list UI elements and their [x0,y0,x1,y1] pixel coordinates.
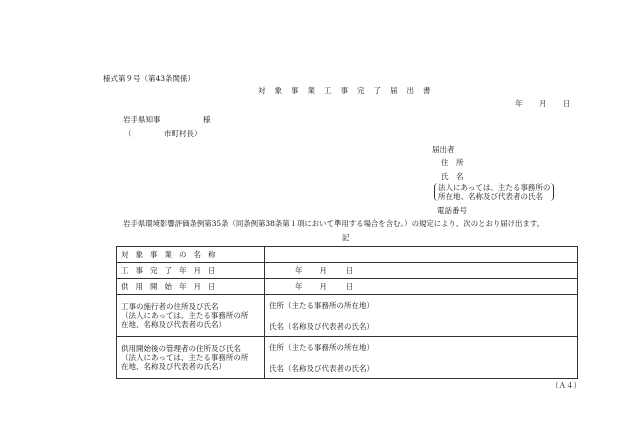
table-row [117,247,578,263]
service-start-day: 日 [345,281,354,291]
table-row [117,263,578,279]
completion-date-label: 工事完了年月日 [117,263,265,279]
notifier-phone-label: 電話番号 [437,206,467,215]
service-start-date-value[interactable] [265,279,578,295]
completion-date-value[interactable] [265,263,578,279]
completion-date-year: 年 [295,265,303,275]
contractor-name-entry: 氏名（名称及び代表者の氏名） [269,321,374,331]
notifier-address-label: 住 所 [441,158,464,167]
addressee-mayor: 市町村長） [164,129,202,138]
notifier-name-label: 氏 名 [441,172,464,181]
document-title: 対象事業工事完了届出書 [258,86,440,95]
service-start-month: 月 [319,281,327,291]
statement: 岩手県環境影響評価条例第35条（同条例第38条第１項において準用する場合を含む。）の規定により、次のとおり届け出ます。 [123,219,545,228]
service-start-year: 年 [295,281,303,291]
paper-size: （Ａ４） [551,381,581,390]
manager-label-line3: 在地、名称及び代表者の氏名） [121,362,226,371]
corp-note-line1: 法人にあっては、主たる事務所の [438,183,551,192]
manager-label [117,337,265,379]
date-day: 日 [563,99,571,108]
notification-table [116,246,578,379]
service-start-date-label: 供用開始年月日 [117,279,265,295]
form-number: 様式第９号（第43条関係） [103,74,196,83]
notifier-corp-note [434,183,554,201]
table-row [117,337,578,379]
contractor-label-line1: 工事の施行者の住所及び氏名 [121,302,219,311]
completion-date-day: 日 [345,265,354,275]
project-name-value[interactable] [265,247,578,263]
notifier-heading: 届出者 [432,145,455,154]
project-name-label: 対象事業の名称 [117,247,265,263]
date-year: 年 [515,99,523,108]
manager-label-line2: （法人にあっては、主たる事務所の所 [121,353,249,362]
table-row [117,295,578,337]
manager-name-entry: 氏名（名称及び代表者の氏名） [269,363,374,373]
addressee-honorific: 様 [203,115,211,124]
manager-value[interactable] [265,337,578,379]
addressee-governor: 岩手県知事 [123,115,161,124]
contractor-label-line3: 在地、名称及び代表者の氏名） [121,320,226,329]
date-month: 月 [539,99,547,108]
corp-note-line2: 所在地、名称及び代表者の氏名 [438,192,543,201]
contractor-value[interactable] [265,295,578,337]
ki-mark: 記 [342,233,350,242]
contractor-address-entry: 住所（主たる事務所の所在地） [269,300,374,310]
manager-label-line1: 供用開始後の管理者の住所及び氏名 [121,344,241,353]
completion-date-month: 月 [319,265,327,275]
contractor-label [117,295,265,337]
table-row [117,279,578,295]
contractor-label-line2: （法人にあっては、主たる事務所の所 [121,311,249,320]
addressee-paren-open: （ [124,129,132,138]
manager-address-entry: 住所（主たる事務所の所在地） [269,342,374,352]
